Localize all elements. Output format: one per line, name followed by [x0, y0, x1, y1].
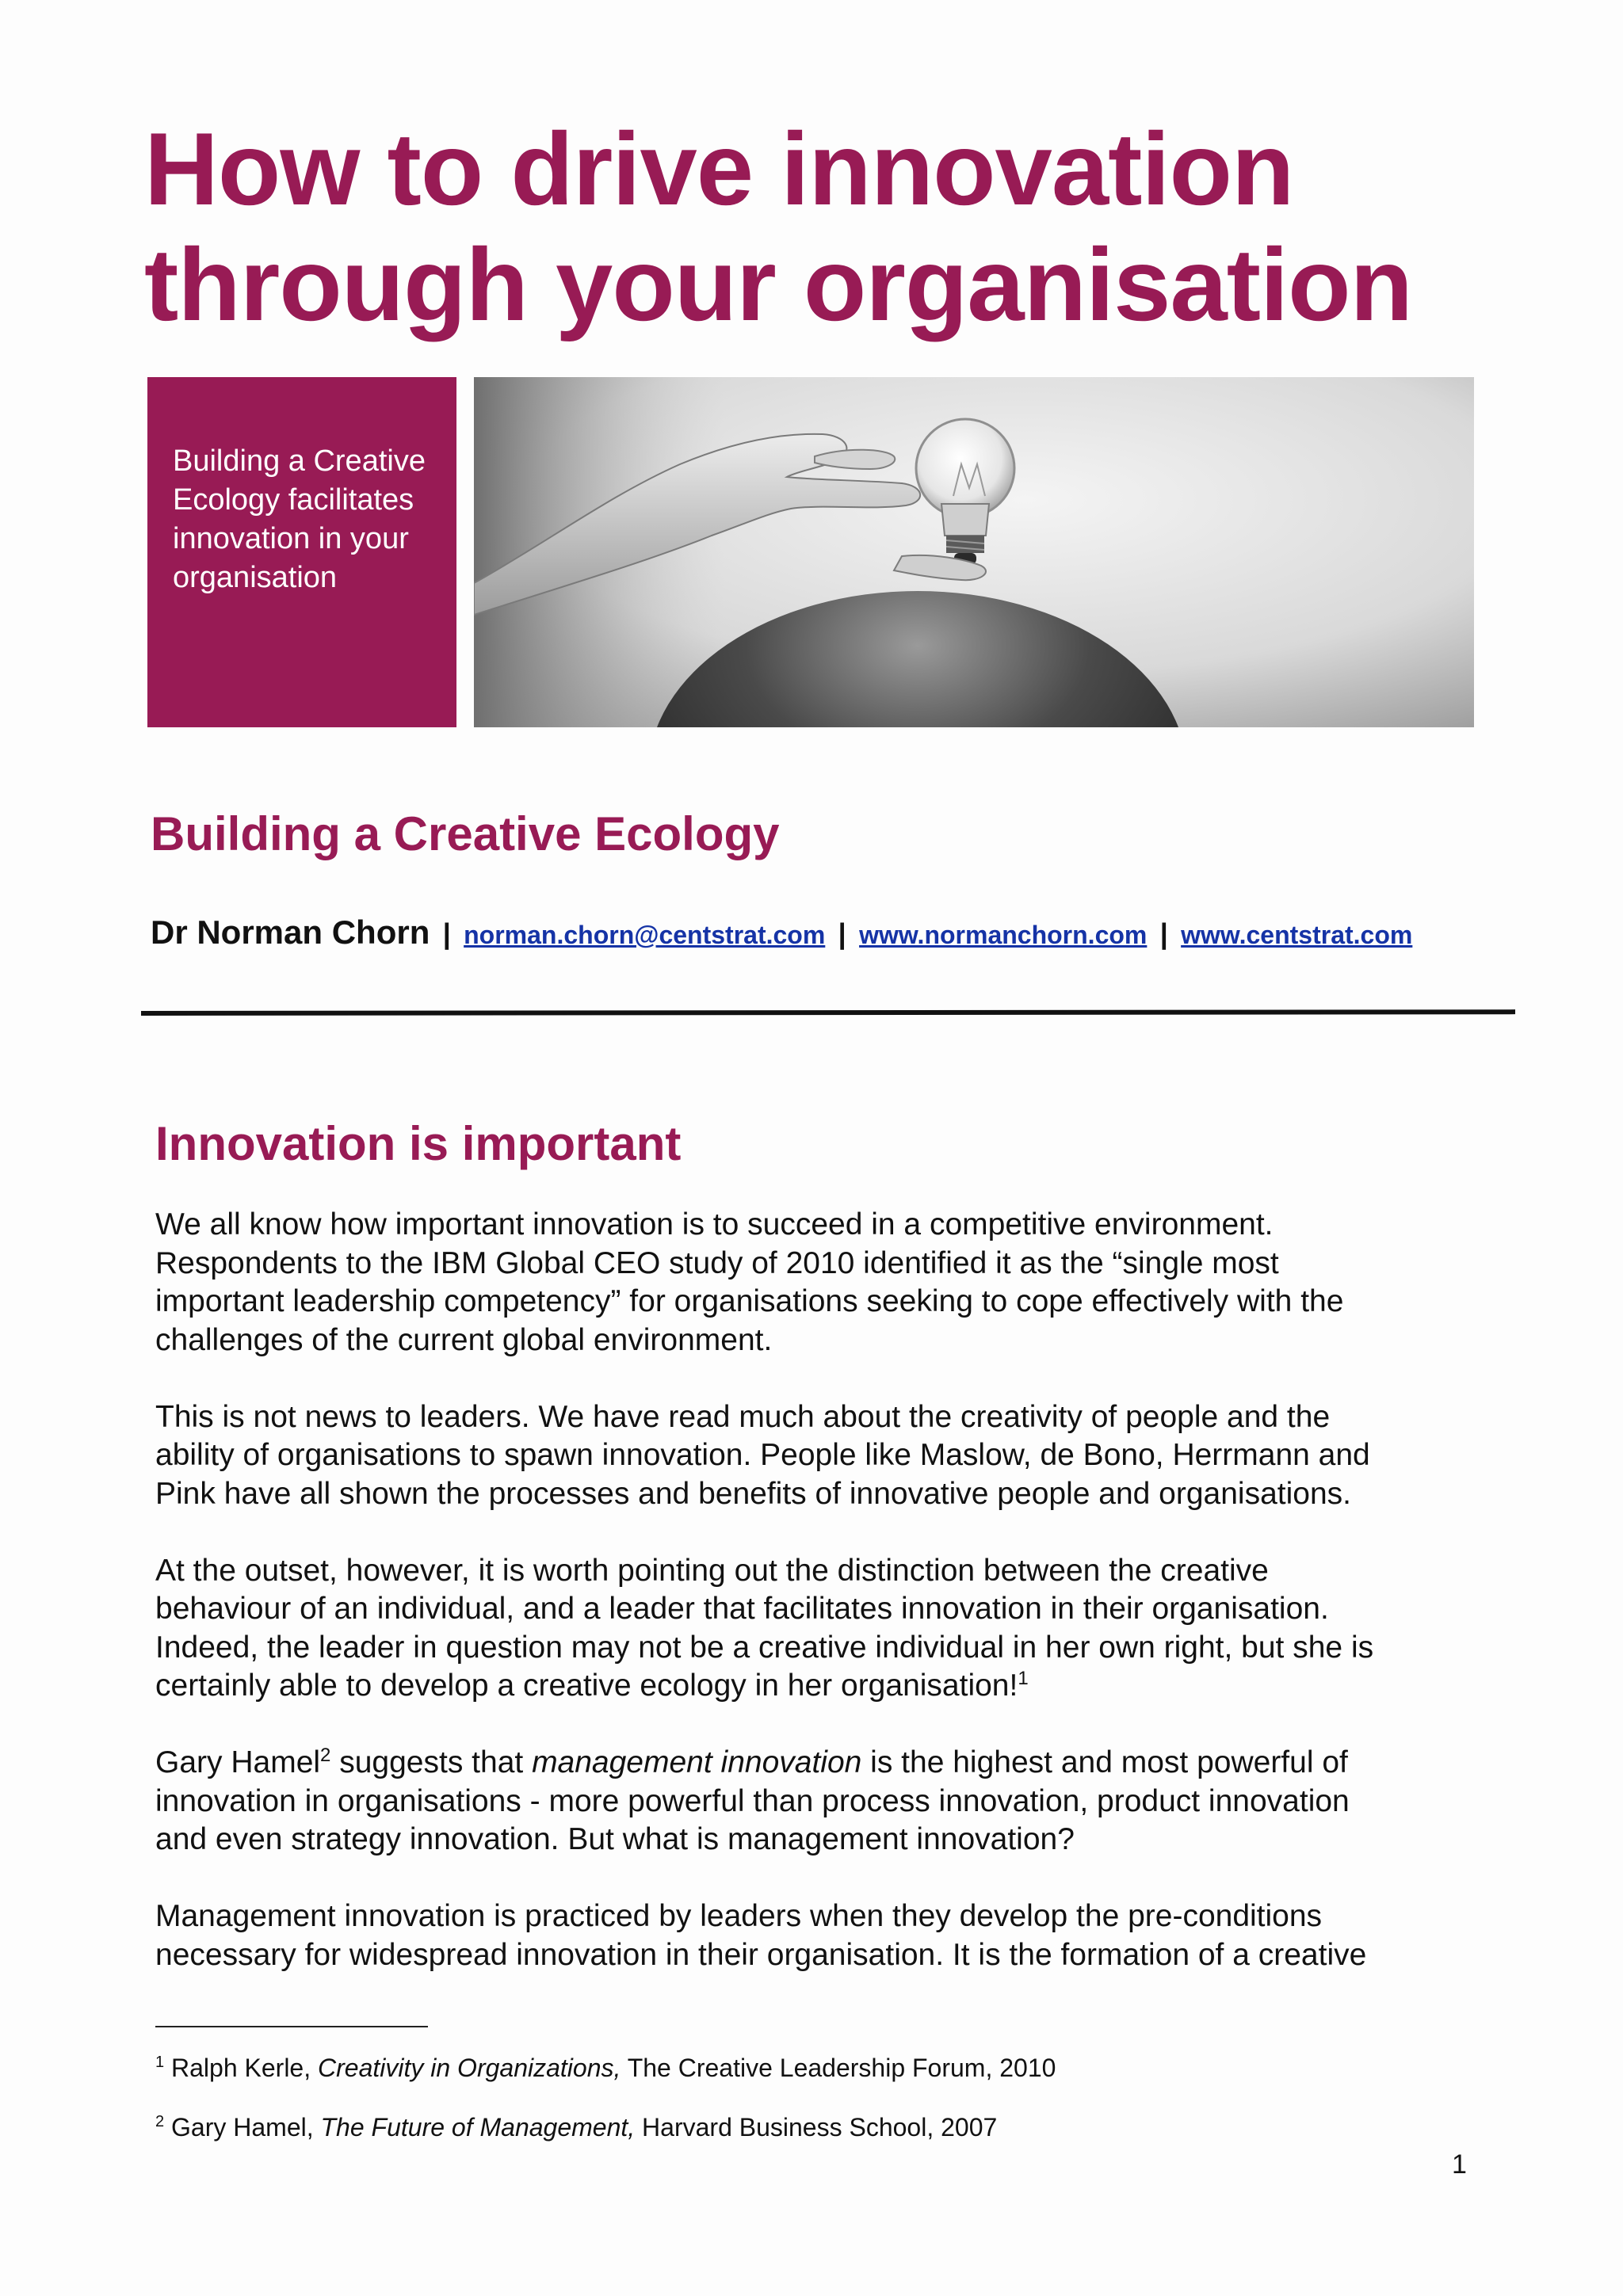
text-line: Management innovation is practiced by leaders when they develop the pre-conditions [155, 1899, 1323, 1933]
paragraph-2 [155, 1398, 1518, 1514]
footnote-text: Gary Hamel, [164, 2113, 321, 2142]
byline [151, 911, 1412, 958]
footnote-2 [155, 2111, 997, 2143]
text-line [155, 1667, 1518, 1706]
title-line-2: through your organisation [144, 227, 1412, 342]
subtitle: Building a Creative Ecology [151, 807, 780, 860]
text-fragment: certainly able to develop a creative ecology in her organisation! [155, 1669, 1018, 1703]
text-fragment: suggests that [330, 1745, 533, 1779]
text-line: important leadership competency” for organisations seeking to cope effectively with the [155, 1284, 1344, 1318]
author-name: Dr Norman Chorn [151, 913, 430, 951]
footnote-number: 2 [155, 2113, 165, 2130]
footnote-text: Ralph Kerle, [164, 2054, 318, 2082]
text-line: This is not news to leaders. We have read much about the creativity of people and the [155, 1399, 1331, 1434]
text-line: behaviour of an individual, and a leader that facilitates innovation in their organisation. [155, 1592, 1329, 1626]
tagline-box [147, 377, 456, 727]
text-line: Respondents to the IBM Global CEO study of 2010 identified it as the “single most [155, 1245, 1279, 1280]
title-line-1: How to drive innovation [144, 111, 1294, 227]
paragraph-3 [155, 1552, 1518, 1706]
footnote-text: The Creative Leadership Forum, 2010 [621, 2054, 1056, 2082]
footnote-text: Harvard Business School, 2007 [635, 2113, 998, 2142]
separator: | [1159, 917, 1168, 950]
footnote-title: The Future of Management, [320, 2113, 636, 2142]
body-text [155, 1206, 1518, 2013]
text-line: We all know how important innovation is to succeed in a competitive environment. [155, 1207, 1274, 1241]
text-line: At the outset, however, it is worth pointing out the distinction between the creative [155, 1553, 1269, 1588]
horizontal-divider [141, 1009, 1515, 1016]
footnote-divider [155, 2026, 428, 2027]
footnote-ref-1[interactable]: 1 [1018, 1668, 1029, 1689]
separator: | [838, 917, 846, 950]
text-line: challenges of the current global environment. [155, 1322, 773, 1357]
section-heading: Innovation is important [155, 1117, 682, 1170]
tagline-text: Building a Creative Ecology facilitates innovation in your organisation [173, 444, 426, 594]
text-line: innovation in organisations - more powerful than process innovation, product innovation [155, 1783, 1350, 1818]
text-fragment: Gary Hamel [155, 1745, 321, 1779]
text-line: necessary for widespread innovation in their organisation. It is the formation of a creative [155, 1937, 1367, 1972]
text-line [155, 1744, 1518, 1783]
page-number: 1 [1452, 2149, 1467, 2180]
footnote-number: 1 [155, 2054, 165, 2071]
document-title [144, 111, 1539, 342]
text-line: Pink have all shown the processes and benefits of innovative people and organisations. [155, 1476, 1351, 1511]
text-line: Indeed, the leader in question may not be a creative individual in her own right, but she is [155, 1630, 1374, 1665]
text-line: ability of organisations to spawn innovation. People like Maslow, de Bono, Herrmann and [155, 1438, 1370, 1472]
text-fragment: is the highest and most powerful of [861, 1745, 1348, 1779]
paragraph-5 [155, 1897, 1518, 1974]
footnote-1 [155, 2052, 1056, 2084]
emphasis-text: management innovation [532, 1745, 862, 1779]
separator: | [442, 917, 451, 950]
website-link-centstrat[interactable]: www.centstrat.com [1181, 921, 1413, 949]
paragraph-1 [155, 1206, 1518, 1360]
footnote-title: Creativity in Organizations, [318, 2054, 621, 2082]
footnote-ref-2[interactable]: 2 [320, 1745, 331, 1766]
hand-holding-lightbulb-over-head-icon [474, 377, 1474, 727]
hero-image [474, 377, 1474, 727]
email-link[interactable]: norman.chorn@centstrat.com [464, 921, 826, 949]
website-link-normanchorn[interactable]: www.normanchorn.com [859, 921, 1148, 949]
paragraph-4 [155, 1744, 1518, 1859]
text-line: and even strategy innovation. But what is management innovation? [155, 1822, 1075, 1856]
